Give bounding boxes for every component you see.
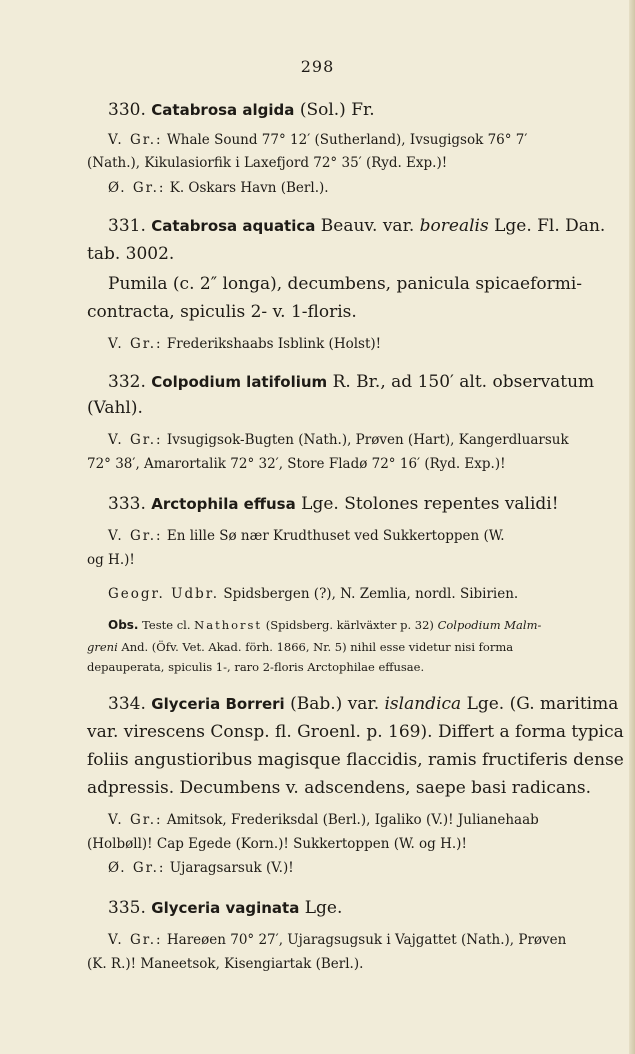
description-line: var. virescens Consp. fl. Groenl. p. 169). Differt a forma typica [87,722,624,742]
entry-331-heading: 331. Catabrosa aquatica Beauv. var. borealis Lge. Fl. Dan. [108,216,606,236]
heading-continuation: (Vahl). [87,398,143,418]
description-line: contracta, spiculis 2- v. 1-floris. [87,302,357,322]
page-number: 298 [300,57,335,76]
species-name: Catabrosa algida [151,101,295,119]
observation-line: depauperata, spiculis 1-, raro 2-floris Arctophilae effusae. [87,660,425,674]
locality-line: V. Gr.: Amitsok, Frederiksdal (Berl.), Igaliko (V.)! Julianehaab [108,812,539,828]
locality-line: V. Gr.: Frederikshaabs Isblink (Holst)! [108,336,382,352]
authority: (Sol.) Fr. [299,100,375,120]
entry-332-heading: 332. Colpodium latifolium R. Br., ad 150′ alt. observatum [108,372,595,392]
locality-line: V. Gr.: Ivsugigsok-Bugten (Nath.), Prøven (Hart), Kangerdluarsuk [108,432,569,448]
locality-line: (Holbøll)! Cap Egede (Korn.)! Sukkertoppen (W. og H.)! [87,836,467,852]
page-edge [629,0,635,1054]
observation-line: greni And. (Öfv. Vet. Akad. förh. 1866, Nr. 5) nihil esse videtur nisi forma [87,640,514,654]
entry-number: 330. [108,100,146,120]
description-line: Pumila (c. 2″ longa), decumbens, panicula spicaeformi- [108,274,583,294]
heading-continuation: tab. 3002. [87,244,175,264]
entry-330-heading [108,100,375,120]
locality-line: V. Gr.: En lille Sø nær Krudthuset ved Sukkertoppen (W. [108,528,505,544]
distribution-line: Geogr. Udbr. Spidsbergen (?), N. Zemlia, nordl. Sibirien. [108,586,519,602]
locality-line: V. Gr.: Hareøen 70° 27′, Ujaragsugsuk i Vajgattet (Nath.), Prøven [108,932,567,948]
species-name: Glyceria vaginata [151,899,300,917]
locality-line: Ø. Gr.: Ujaragsarsuk (V.)! [108,860,294,876]
locality-line: Ø. Gr.: K. Oskars Havn (Berl.). [108,180,329,196]
observation-line: Obs. Teste cl. Nathorst (Spidsberg. kärlväxter p. 32) Colpodium Malm- [108,618,542,632]
obs-label: Obs. [108,618,139,632]
species-name: Glyceria Borreri [151,695,285,713]
entry-335-heading: 335. Glyceria vaginata Lge. [108,898,343,918]
entry-334-heading: 334. Glyceria Borreri (Bab.) var. islandica Lge. (G. maritima [108,694,619,714]
variety-name: islandica [384,694,462,714]
entry-333-heading: 333. Arctophila effusa Lge. Stolones repentes validi! [108,494,559,514]
species-name: Catabrosa aquatica [151,217,316,235]
species-name: Arctophila effusa [151,495,296,513]
description-line: adpressis. Decumbens v. adscendens, saepe basi radicans. [87,778,592,798]
locality-line: og H.)! [87,552,135,568]
locality-line: 72° 38′, Amarortalik 72° 32′, Store Fladø 72° 16′ (Ryd. Exp.)! [87,456,506,472]
description-line: foliis angustioribus magisque flaccidis, ramis fructiferis dense [87,750,624,770]
variety-name: borealis [419,216,489,236]
locality-line: (K. R.)! Maneetsok, Kisengiartak (Berl.). [87,956,364,972]
locality-line: (Nath.), Kikulasiorfik i Laxefjord 72° 35′ (Ryd. Exp.)! [87,155,448,171]
locality-line: V. Gr.: Whale Sound 77° 12′ (Sutherland), Ivsugigsok 76° 7′ [108,132,528,148]
species-name: Colpodium latifolium [151,373,328,391]
